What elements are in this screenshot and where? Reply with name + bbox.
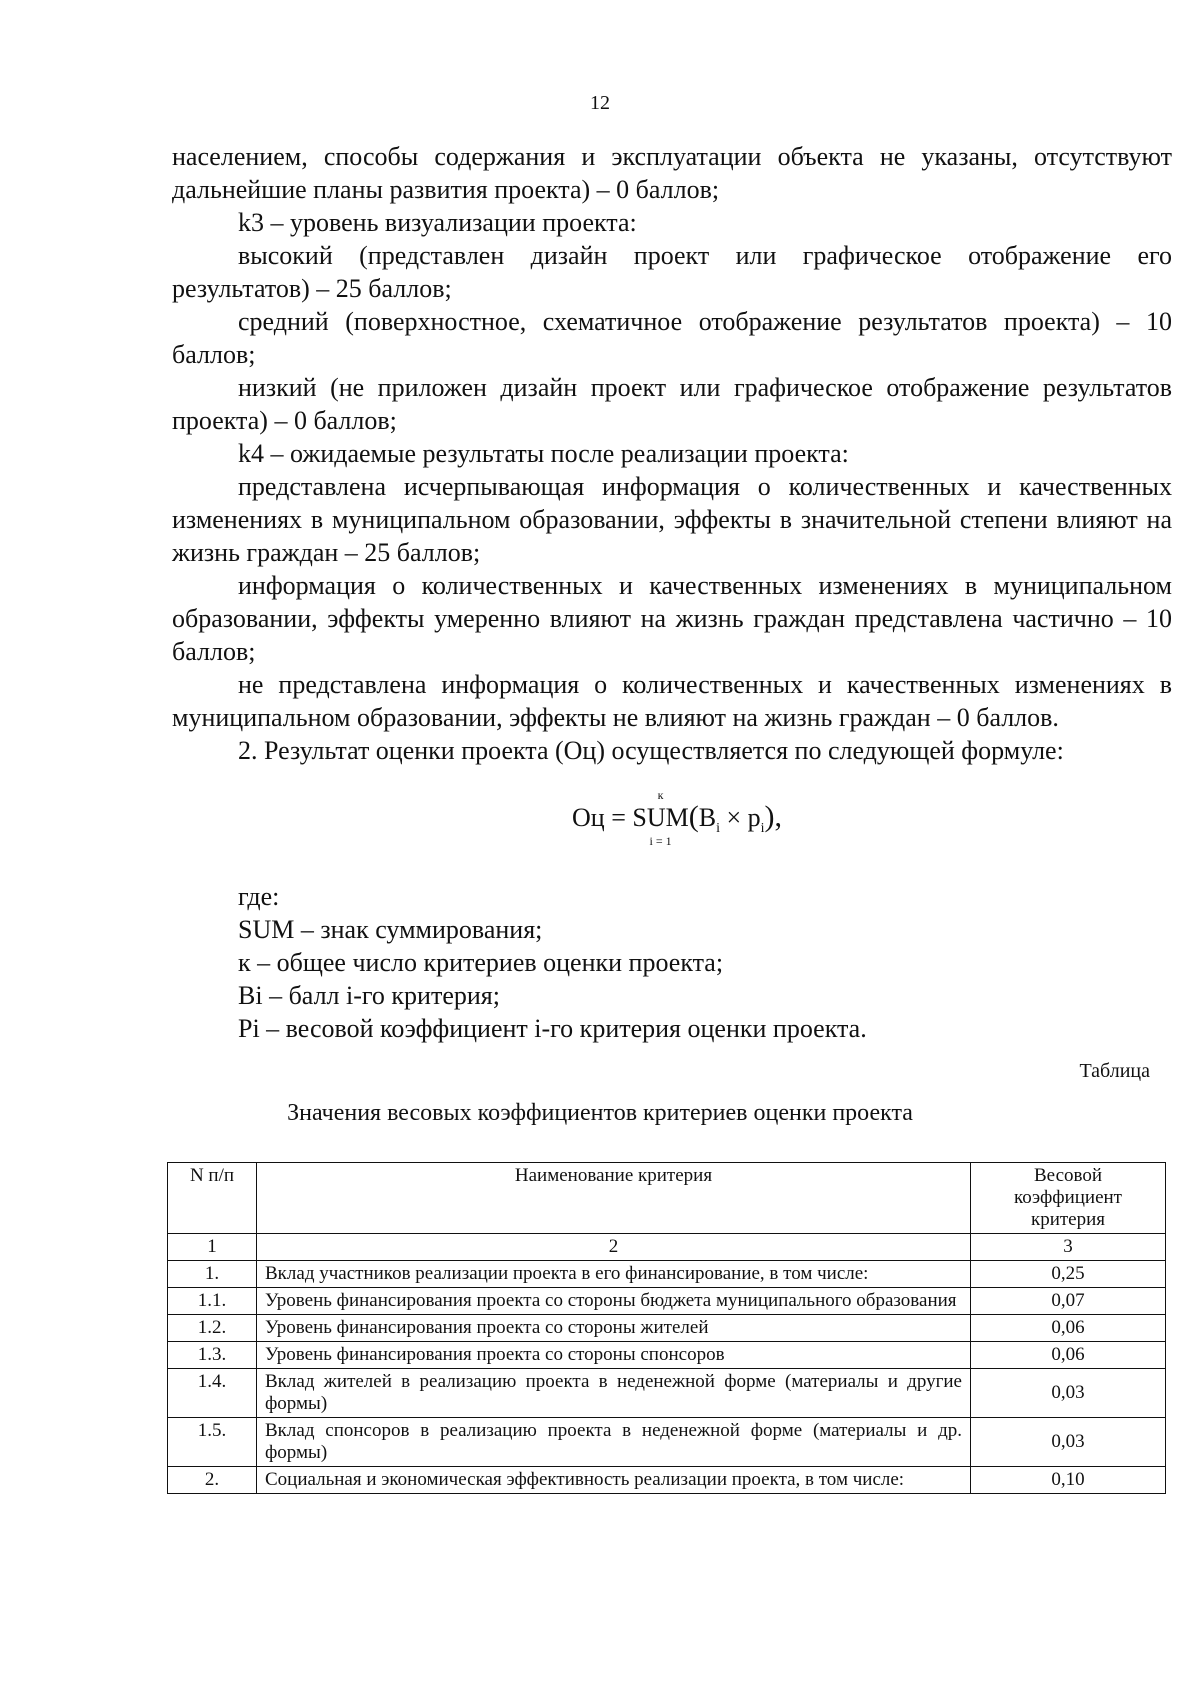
- row-number: 1.3.: [168, 1342, 257, 1369]
- sum-symbol: SUM: [632, 803, 689, 832]
- table-row: [168, 1315, 1166, 1342]
- row-criterion: Вклад участников реализации проекта в его финансирование, в том числе:: [257, 1261, 971, 1288]
- table-label: Таблица: [1079, 1060, 1150, 1082]
- paragraph: представлена исчерпывающая информация о количественных и качественных изменениях в муниципальном образовании, эффекты в значительной степени влияют на жизнь граждан – 25 баллов;: [172, 472, 1172, 567]
- formula-definitions: [238, 880, 1138, 1045]
- open-paren: (: [688, 800, 699, 833]
- sum-upper-limit: к: [657, 788, 664, 802]
- table-row: [168, 1418, 1166, 1467]
- close-paren: ),: [764, 800, 783, 833]
- paragraph: высокий (представлен дизайн проект или графическое отображение его результатов) – 25 баллов;: [172, 241, 1172, 303]
- column-index: 3: [971, 1234, 1166, 1261]
- paragraph: k3 – уровень визуализации проекта:: [238, 208, 637, 237]
- paragraph: k4 – ожидаемые результаты после реализации проекта:: [238, 439, 849, 468]
- table-row: [168, 1261, 1166, 1288]
- row-coefficient: 0,06: [971, 1315, 1166, 1342]
- paragraph: 2. Результат оценки проекта (Оц) осуществляется по следующей формуле:: [238, 736, 1064, 765]
- column-index: 2: [257, 1234, 971, 1261]
- formula-p-index: i: [760, 821, 765, 837]
- row-coefficient: 0,25: [971, 1261, 1166, 1288]
- sum-lower-limit: i = 1: [649, 834, 672, 848]
- times-sign: ×: [726, 803, 742, 832]
- table-row: [168, 1369, 1166, 1418]
- row-number: 2.: [168, 1467, 257, 1494]
- row-coefficient: 0,06: [971, 1342, 1166, 1369]
- header-name: Наименование критерия: [257, 1163, 971, 1234]
- definition-line: где:: [238, 882, 280, 911]
- row-coefficient: 0,03: [971, 1369, 1166, 1418]
- row-criterion: Социальная и экономическая эффективность реализации проекта, в том числе:: [257, 1467, 971, 1494]
- row-number: 1.5.: [168, 1418, 257, 1467]
- table-row: [168, 1288, 1166, 1315]
- table-row: [168, 1467, 1166, 1494]
- formula-p: p: [747, 803, 761, 832]
- row-criterion: Уровень финансирования проекта со стороны жителей: [257, 1315, 971, 1342]
- definition-line: Pi – весовой коэффициент i-го критерия оценки проекта.: [238, 1014, 867, 1043]
- row-number: 1.2.: [168, 1315, 257, 1342]
- table-row: [168, 1342, 1166, 1369]
- definition-line: SUM – знак суммирования;: [238, 915, 543, 944]
- paragraph: населением, способы содержания и эксплуатации объекта не указаны, отсутствуют дальнейшие планы развития проекта) – 0 баллов;: [172, 142, 1172, 204]
- body-text: [172, 140, 1172, 767]
- page-number: 12: [590, 92, 610, 114]
- paragraph: низкий (не приложен дизайн проект или графическое отображение результатов проекта) – 0 баллов;: [172, 373, 1172, 435]
- column-index-row: [168, 1234, 1166, 1261]
- row-coefficient: 0,10: [971, 1467, 1166, 1494]
- row-criterion: Уровень финансирования проекта со стороны бюджета муниципального образования: [257, 1288, 971, 1315]
- table-title: Значения весовых коэффициентов критериев оценки проекта: [287, 1100, 913, 1126]
- row-number: 1.4.: [168, 1369, 257, 1418]
- row-coefficient: 0,03: [971, 1418, 1166, 1467]
- definition-line: к – общее число критериев оценки проекта;: [238, 948, 724, 977]
- header-coef: Весовой коэффициент критерия: [971, 1163, 1166, 1234]
- paragraph: информация о количественных и качественных изменениях в муниципальном образовании, эффекты умеренно влияют на жизнь граждан представлена частично – 10 баллов;: [172, 571, 1172, 666]
- row-number: 1.1.: [168, 1288, 257, 1315]
- table-header-row: [168, 1163, 1166, 1234]
- header-num: N п/п: [168, 1163, 257, 1234]
- paragraph: средний (поверхностное, схематичное отображение результатов проекта) – 10 баллов;: [172, 307, 1172, 369]
- criteria-table: [167, 1162, 1166, 1494]
- formula-b-index: i: [716, 821, 720, 837]
- formula-lhs: Оц =: [572, 803, 626, 832]
- definition-line: Bi – балл i-го критерия;: [238, 981, 500, 1010]
- sum-operator: [632, 788, 689, 848]
- row-criterion: Вклад спонсоров в реализацию проекта в неденежной форме (материалы и др. формы): [257, 1418, 971, 1467]
- score-formula: [572, 788, 783, 848]
- row-criterion: Уровень финансирования проекта со стороны спонсоров: [257, 1342, 971, 1369]
- column-index: 1: [168, 1234, 257, 1261]
- row-coefficient: 0,07: [971, 1288, 1166, 1315]
- row-number: 1.: [168, 1261, 257, 1288]
- formula-b: B: [698, 803, 717, 832]
- row-criterion: Вклад жителей в реализацию проекта в неденежной форме (материалы и другие формы): [257, 1369, 971, 1418]
- paragraph: не представлена информация о количественных и качественных изменениях в муниципальном образовании, эффекты не влияют на жизнь граждан – 0 баллов.: [172, 670, 1172, 732]
